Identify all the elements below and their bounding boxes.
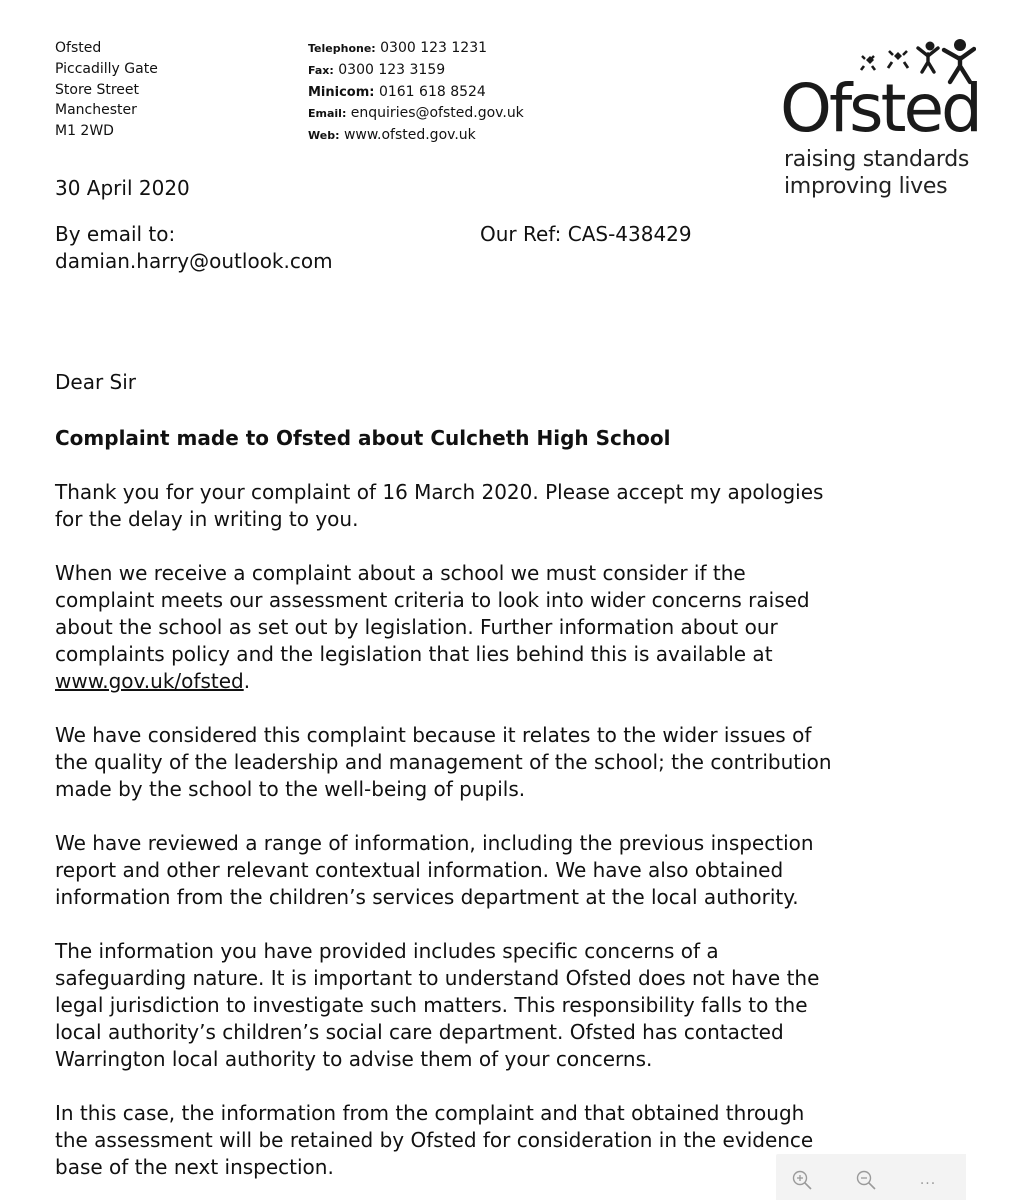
paragraph	[55, 938, 855, 1073]
text-line: When we receive a complaint about a school we must consider if the	[55, 561, 746, 585]
contact-value: www.ofsted.gov.uk	[343, 127, 476, 144]
text-line: local authority’s children’s social care department. Ofsted has contacted	[55, 1020, 784, 1044]
text-line	[55, 668, 855, 695]
contact-label: Minicom:	[308, 84, 375, 100]
paragraph	[55, 1100, 855, 1181]
text-line: the assessment will be retained by Ofsted for consideration in the evidence	[55, 1128, 814, 1152]
more-options-button[interactable]: ...	[919, 1172, 937, 1188]
contact-details	[308, 38, 524, 147]
zoom-in-icon	[791, 1169, 813, 1191]
paragraph	[55, 560, 855, 695]
text-line: the quality of the leadership and management of the school; the contribution	[55, 750, 832, 774]
text-line: about the school as set out by legislation. Further information about our	[55, 615, 778, 639]
text-line: made by the school to the well-being of pupils.	[55, 777, 526, 801]
paragraph	[55, 830, 855, 911]
text-line: complaints policy and the legislation that lies behind this is available at	[55, 642, 773, 666]
text-line: Warrington local authority to advise them of your concerns.	[55, 1047, 653, 1071]
salutation: Dear Sir	[55, 370, 137, 394]
contact-value: 0300 123 3159	[338, 61, 446, 78]
text-line: Thank you for your complaint of 16 March 2020. Please accept my apologies	[55, 480, 824, 504]
our-reference: Our Ref: CAS-438429	[480, 222, 692, 246]
text-line: base of the next inspection.	[55, 1155, 334, 1179]
ofsted-website-link[interactable]: www.gov.uk/ofsted	[55, 669, 244, 693]
zoom-in-button[interactable]	[788, 1166, 816, 1194]
letter-date: 30 April 2020	[55, 176, 190, 200]
contact-fax	[308, 60, 524, 82]
link-suffix: .	[243, 669, 251, 693]
text-line: We have reviewed a range of information, including the previous inspection	[55, 831, 814, 855]
text-line: information from the children’s services department at the local authority.	[55, 885, 799, 909]
address-line: Ofsted	[55, 40, 102, 56]
address-line: Manchester	[55, 102, 137, 119]
contact-telephone	[308, 38, 524, 60]
contact-value: 0300 123 1231	[380, 40, 488, 56]
letter-subject: Complaint made to Ofsted about Culcheth High School	[55, 426, 671, 450]
paragraph	[55, 479, 855, 533]
contact-minicom	[308, 82, 524, 104]
contact-label: Telephone:	[308, 42, 376, 55]
logo-tagline: improving lives	[784, 174, 948, 199]
text-line: legal jurisdiction to investigate such matters. This responsibility falls to the	[55, 993, 808, 1017]
recipient-block	[55, 221, 333, 275]
sender-address	[55, 38, 158, 142]
logo-tagline: raising standards	[784, 147, 970, 172]
recipient-email: damian.harry@outlook.com	[55, 249, 333, 273]
zoom-out-icon	[855, 1169, 877, 1191]
text-line: The information you have provided includes specific concerns of a	[55, 939, 719, 963]
viewer-toolbar	[776, 1154, 966, 1200]
contact-value: 0161 618 8524	[378, 83, 486, 100]
text-line: We have considered this complaint because it relates to the wider issues of	[55, 723, 812, 747]
ofsted-logo	[778, 38, 988, 208]
contact-value: enquiries@ofsted.gov.uk	[350, 105, 524, 122]
address-line: Store Street	[55, 81, 139, 98]
text-line: for the delay in writing to you.	[55, 507, 359, 531]
contact-web	[308, 125, 524, 147]
text-line: report and other relevant contextual information. We have also obtained	[55, 858, 784, 882]
contact-label: Email:	[308, 107, 347, 121]
by-email-label: By email to:	[55, 222, 176, 246]
zoom-out-button[interactable]	[852, 1166, 880, 1194]
text-line: In this case, the information from the complaint and that obtained through	[55, 1101, 805, 1125]
paragraph	[55, 722, 855, 803]
contact-label: Fax:	[308, 63, 334, 77]
text-line: safeguarding nature. It is important to understand Ofsted does not have the	[55, 966, 820, 990]
address-line: M1 2WD	[55, 123, 114, 140]
logo-wordmark: Ofsted	[780, 70, 980, 147]
text-line: complaint meets our assessment criteria to look into wider concerns raised	[55, 588, 810, 612]
contact-email	[308, 103, 524, 125]
address-line: Piccadilly Gate	[55, 60, 158, 77]
contact-label: Web:	[308, 129, 340, 143]
